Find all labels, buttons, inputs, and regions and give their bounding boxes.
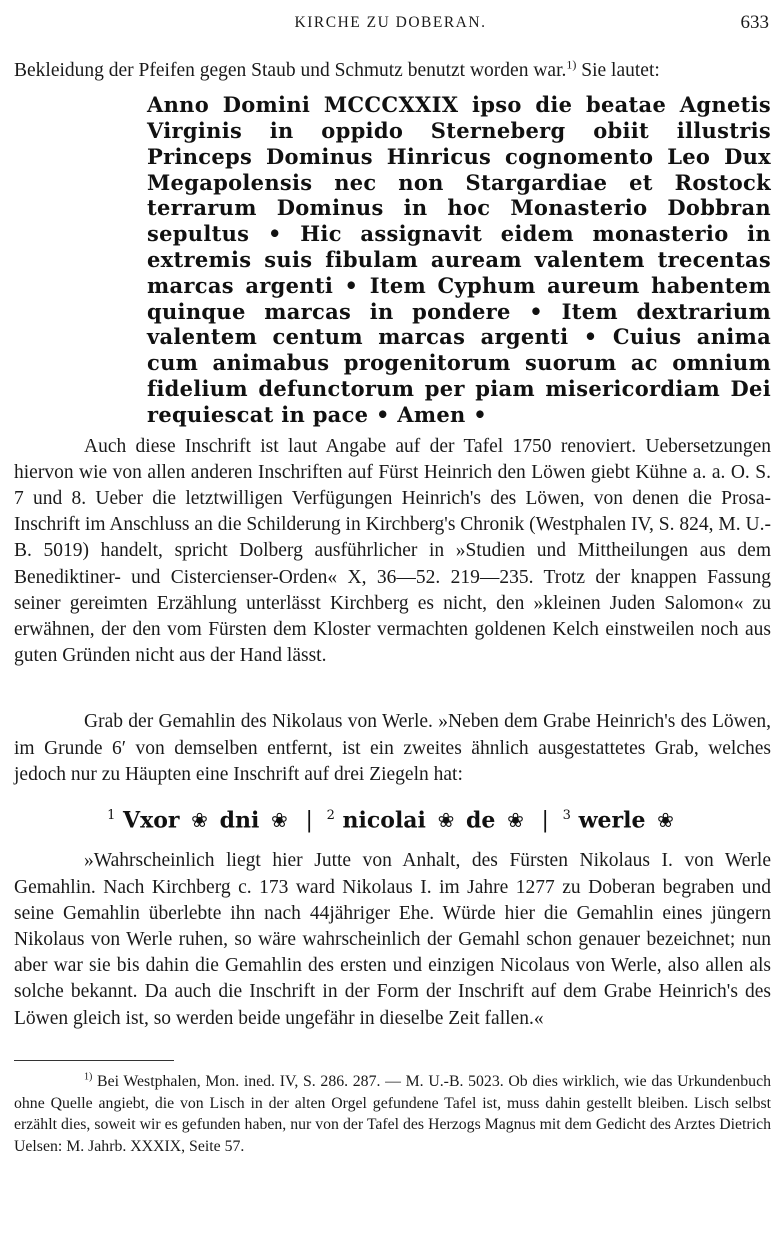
- page-header: [0, 14, 781, 40]
- rosette-icon: ❀: [507, 808, 524, 833]
- brick-separator: |: [305, 808, 313, 834]
- paragraph-grave-werle: Grab der Gemahlin des Nikolaus von Werle. »Neben dem Grabe Heinrich's des Löwen, im Grunde 6′ von demselben entfernt, ist ein zweites ähnlich ausgestattetes Grab, welches jedoch nur zu Häupten eine Inschrift auf drei Ziegeln hat:: [14, 711, 771, 785]
- brick-inscription: [14, 801, 771, 836]
- main-inscription: Anno Domini MCCCXXIX ipso die beatae Agnetis Virginis in oppido Sterneberg obiit illustris Princeps Dominus Hinricus cognomento Leo Dux Megapolensis nec non Stargardiae et Rostock terrarum Dominus in hoc Monasterio Dobbran sepultus • Hic assignavit eidem monasterio in extremis suis fibulam auream valentem trecentas marcas argenti • Item Cyphum aureum habentem quinque marcas in pondere • Item dextrarium valentem centum marcas argenti • Cuius anima cum animabus progenitorum suorum ac omnium fidelium defunctorum per piam misericordiam Dei requiescat in pace • Amen •: [147, 92, 771, 427]
- brick-separator: |: [541, 808, 549, 834]
- rosette-icon: ❀: [271, 808, 288, 833]
- footnote: [14, 1071, 771, 1158]
- rosette-icon: ❀: [191, 808, 208, 833]
- footnote-reference[interactable]: 1): [566, 57, 577, 72]
- rosette-icon: ❀: [437, 808, 455, 833]
- brick-word: werle: [578, 807, 646, 834]
- brick-number-2: 2: [326, 808, 335, 823]
- brick-word: Vxor: [123, 807, 180, 834]
- brick-word: dni: [219, 807, 260, 834]
- running-title: KIRCHE ZU DOBERAN.: [294, 14, 487, 31]
- footnote-mark: 1): [84, 1071, 93, 1083]
- brick-number-3: 3: [562, 808, 571, 823]
- page-body: [14, 58, 771, 1158]
- footnote-divider: [14, 1060, 174, 1061]
- brick-number-1: 1: [107, 808, 116, 823]
- footnote-text: Bei Westphalen, Mon. ined. IV, S. 286. 287. — M. U.-B. 5023. Ob dies wirklich, wie das Urkundenbuch ohne Quelle angiebt, die von Lisch in der alten Orgel gefundene Tafel ist, muss dahin gestellt bleiben. Lisch selbst erzählt dies, soweit wir es gefunden haben, nur von der Tafel des Herzogs Magnus mit dem Gedicht des Arztes Dietrich Uelsen: M. Jahrb. XXXIX, Seite 57.: [14, 1072, 771, 1156]
- section-gap: [14, 669, 771, 709]
- intro-paragraph: [14, 58, 771, 84]
- brick-word: nicolai: [342, 807, 426, 834]
- paragraph-jutte-anhalt: »Wahrscheinlich liegt hier Jutte von Anhalt, des Fürsten Nikolaus I. von Werle Gemahlin. Nach Kirchberg c. 173 ward Nikolaus I. im Jahre 1277 zu Doberan begraben und seine Gemahlin überlebte ihn nach 44jähriger Ehe. Würde hier die Gemahlin eines jüngern Nikolaus von Werle ruhen, so wäre wahrscheinlich der Gemahl schon genauer bezeichnet; nun aber war sie bis dahin die Gemahlin des ersten und einzigen Nicolaus von Werle, also allen als solche bekannt. Da auch die Inschrift in der Form der Inschrift auf dem Grabe Heinrich's des Löwen gleich ist, so werden beide ungefähr in dieselbe Zeit fallen.«: [14, 850, 771, 1029]
- intro-text-continued: Sie lautet:: [576, 60, 660, 81]
- intro-text: Bekleidung der Pfeifen gegen Staub und Schmutz benutzt worden war.: [14, 60, 567, 81]
- page-number: 633: [740, 12, 769, 33]
- rosette-icon: ❀: [657, 808, 674, 833]
- paragraph-renovation: Auch diese Inschrift ist laut Angabe auf der Tafel 1750 renoviert. Uebersetzungen hiervon wie von allen anderen Inschriften auf Fürst Heinrich den Löwen giebt Kühne a. a. O. S. 7 und 8. Ueber die letztwilligen Verfügungen Heinrich's des Löwen, von denen die Prosa-Inschrift im Anschluss an die Schilderung in Kirchberg's Chronik (Westphalen IV, S. 824, M. U.-B. 5019) handelt, spricht Dolberg ausführlicher in »Studien und Mittheilungen aus dem Benediktiner- und Cistercienser-Orden« X, 36—52. 219—235. Trotz der knappen Fassung seiner gereimten Erzählung unterlässt Kirchberg es nicht, den »kleinen Juden Salomon« zu erwähnen, der den vom Fürsten dem Kloster vermachten goldenen Kelch einstweilen noch aus guten Gründen nicht aus der Hand lässt.: [14, 435, 771, 667]
- brick-word: de: [466, 807, 496, 834]
